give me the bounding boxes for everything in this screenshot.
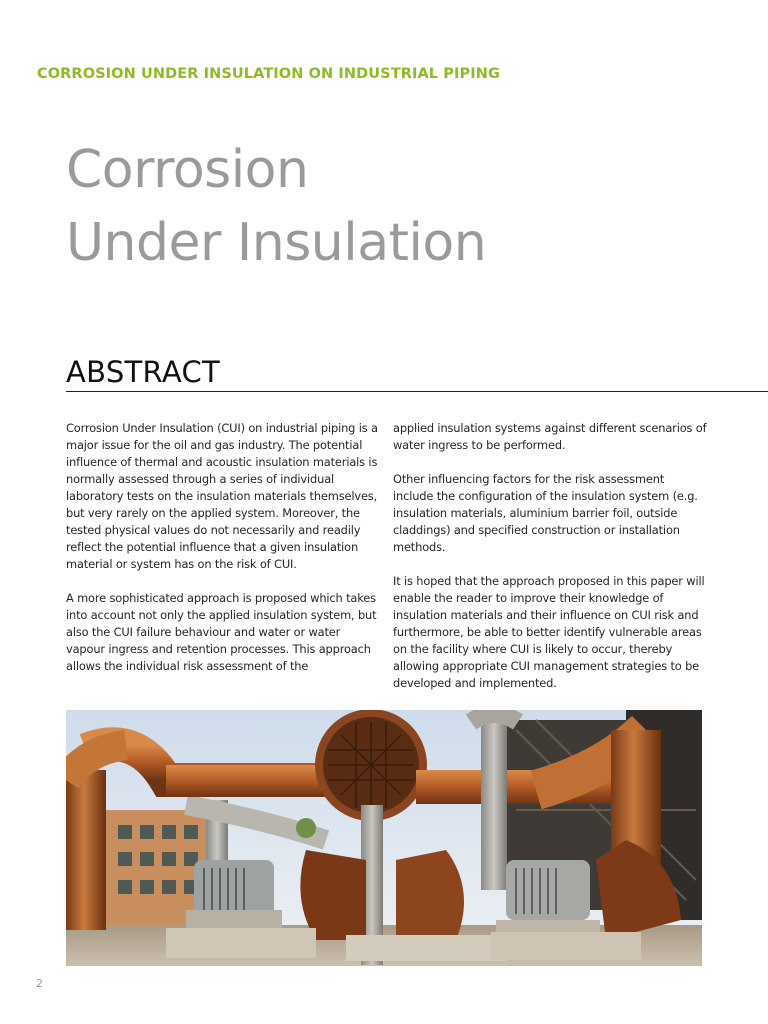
page-title-line-2: Under Insulation — [66, 213, 487, 273]
running-header: CORROSION UNDER INSULATION ON INDUSTRIAL PIPING — [37, 66, 500, 82]
abstract-paragraph: A more sophisticated approach is proposed which takes into account not only the applied insulation system, but also the CUI failure behaviour and water or water vapour ingress and retention processes. This approach allows the individual risk assessment of the — [66, 591, 377, 673]
abstract-heading: ABSTRACT — [66, 355, 221, 389]
abstract-paragraph: Corrosion Under Insulation (CUI) on industrial piping is a major issue for the oil and gas industry. The potential influence of thermal and acoustic insulation materials is normally assessed through a series of individual laboratory tests on the insulation materials themselves, but very rarely on the applied system. Moreover, the tested physical values do not necessarily and readily reflect the potential influence that a given insulation material or system has on the risk of CUI. — [66, 421, 378, 571]
abstract-column-left — [66, 420, 378, 692]
abstract-paragraph: Other influencing factors for the risk assessment include the configuration of the insulation system (e.g. insulation materials, aluminium barrier foil, outside claddings) and specified construction or installation methods. — [393, 472, 698, 554]
page-number: 2 — [36, 977, 43, 990]
page-title-line-1: Corrosion — [66, 140, 309, 200]
abstract-paragraph: applied insulation systems against different scenarios of water ingress to be performed. — [393, 421, 707, 452]
abstract-column-right — [393, 420, 707, 709]
page-title — [66, 134, 486, 280]
industrial-piping-photo — [66, 710, 702, 966]
abstract-paragraph: It is hoped that the approach proposed in this paper will enable the reader to improve their knowledge of insulation materials and their influence on CUI risk and furthermore, be able to better identify vulnerable areas on the facility where CUI is likely to occur, thereby allowing appropriate CUI management strategies to be developed and implemented. — [393, 574, 705, 690]
abstract-divider — [66, 391, 768, 392]
